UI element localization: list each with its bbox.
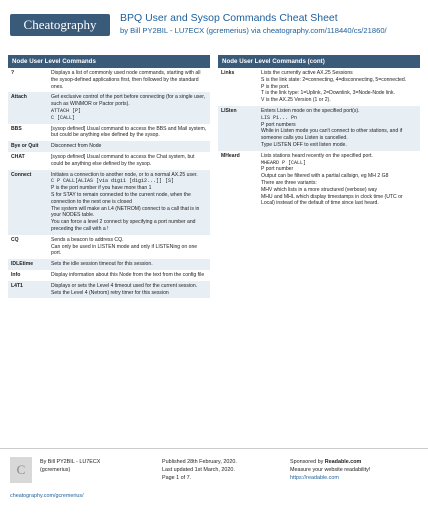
description-line: While in Listen mode you can't connect to other stations, and if someone calls you Listen is cancelled. [261,128,403,142]
sheet-url-link[interactable]: cheatography.com/118440/cs/21860/ [262,26,387,35]
description-line: Sends a beacon to address CQ. [51,236,124,243]
command-description [48,124,210,142]
left-column [8,55,210,298]
command-description [48,92,210,123]
description-line: There are three variants: [261,179,317,186]
description-line: P is the port number if you have more than 1 [51,185,152,192]
author-profile-link[interactable]: cheatography.com/gcremerius/ [10,493,84,499]
description-line: V is the AX.25 Version (1 or 2). [261,97,331,104]
command-row [8,170,210,235]
description-line: S for STAY to remain connected to the current node, when the connection to the next one is closed [51,191,191,205]
command-name: BBS [11,125,22,132]
command-row [218,151,420,209]
commands-table-right [218,68,420,209]
description-line: Sets the idle session timeout for this session. [51,261,153,268]
description-line: Type LISTEN OFF to exit listen mode. [261,141,347,148]
right-column [218,55,420,209]
description-line: Disconnect from Node [51,143,102,150]
footer-author: By Bill PY2BIL - LU7ECX (gcremerius) [40,459,101,473]
description-line: S is the link state: 2=connecting, 4=disconnecting, 5=connected. [261,76,407,83]
command-description [48,270,210,281]
sponsor-link[interactable]: Readable.com [324,459,362,465]
description-line: LIS P1... Pn [261,114,298,121]
sponsor-url-link[interactable]: https://readable.com [290,475,339,481]
command-name: ? [11,70,15,76]
command-description [258,106,420,151]
command-name: LISten [218,106,258,151]
command-row [8,281,210,299]
command-description [48,281,210,299]
footer-sponsor: Sponsored by Readable.com Measure your website readability! https://readable.com [290,459,371,481]
command-description [258,68,420,106]
command-description [48,141,210,152]
footer-dates: Published 28th February, 2020. Last updated 1st March, 2020. Page 1 of 7. [162,459,237,481]
description-line: MHEARD P [CALL] [261,159,307,166]
description-line: ATTACH [P] [51,107,82,114]
command-name: Links [221,70,235,76]
command-row [8,152,210,170]
description-line: C [CALL] [51,114,76,121]
page-footer [0,448,428,519]
command-name: Bye or Quit [8,141,48,152]
description-line: MHU and MHL which display timestamps in clock time (UTC or Local) instead of the default of time since last heard. [261,193,403,207]
description-line: The system will make an L4 (NETROM) connect to a call that is in your NODES table. [51,205,200,219]
description-line: Lists stations heard recently on the specified port. [261,152,373,159]
description-line: Output can be filtered with a partial callsign, eg MH 2 G8 [261,173,389,180]
command-row [8,124,210,142]
author-avatar: C [10,457,32,483]
description-line: T is the link type: 1=Uplink, 2=Downlink, 3=Node-Node link. [261,90,395,97]
command-row [8,68,210,92]
command-row [218,106,420,151]
command-name: L4T1 [8,281,48,299]
command-row [8,92,210,123]
command-description [48,235,210,259]
cheatography-logo[interactable]: Cheatography [10,14,110,36]
command-row [8,259,210,270]
command-description [48,152,210,170]
command-description [258,151,420,209]
description-line: [sysop defined] Usual command to access the BBS and Mail system, but could be anything else defined by the sysop. [51,125,207,139]
section-heading: Node User Level Commands [8,55,210,68]
command-name: CQ [11,236,19,243]
description-line: Get exclusive control of the port before connecting (for a single user, such as WINMOR or Pactor ports). [51,94,206,108]
description-line: Initiates a connection to another node, or to a normal AX.25 user. [51,171,198,178]
command-name: Info [11,271,21,278]
section-heading: Node User Level Commands (cont) [218,55,420,68]
description-line: Lists the currently active AX.25 Sessions [261,70,353,76]
command-description [48,170,210,235]
command-name: IDLEtime [8,259,48,270]
byline: by Bill PY2BIL - LU7ECX (gcremerius) via cheatography.com/118440/cs/21860/ [120,26,387,35]
command-row [218,68,420,106]
description-line: C P CALL[ALIAS [via digi1 [digi2...]] [S] [51,178,175,185]
author-link[interactable]: Bill PY2BIL - LU7ECX (gcremerius) [130,26,249,35]
description-line: P port numbers [261,121,296,128]
description-line: MHV which lists in a more structured (verbose) way [261,186,378,193]
description-line: You can force a level 2 connect by specifying a port number and preceding the call with a ! [51,219,196,232]
command-name: Attach [8,92,48,123]
description-line: P port number [261,166,294,173]
description-line: Displays a list of commonly used node commands, starting with all the sysop-defined applications first, then followed by the standard ones. [51,70,201,90]
command-name: Connect [8,170,48,235]
commands-table-left [8,68,210,298]
description-line: Displays or sets the Level 4 timeout used for the current session. Sets the Level 4 (Netrom) retry timer for this session [51,282,198,296]
command-description [48,68,210,92]
command-row [8,270,210,281]
description-line: Can only be used in LISTEN mode and only if LISTENing on one port. [51,243,198,257]
description-line: Display information about this Node from the text from the config file [51,271,205,278]
command-description [48,259,210,270]
description-line: Enters Listen mode on the specified port(s). [261,107,360,114]
page-title: BPQ User and Sysop Commands Cheat Sheet [120,12,338,24]
command-name: CHAT [11,153,25,160]
command-row [8,141,210,152]
description-line: [sysop defined] Usual command to access the Chat system, but could be anything else defined by the sysop. [51,153,195,167]
command-name: MHeard [221,152,240,159]
description-line: P is the port. [261,83,290,90]
page-header [0,0,428,52]
command-row [8,235,210,259]
